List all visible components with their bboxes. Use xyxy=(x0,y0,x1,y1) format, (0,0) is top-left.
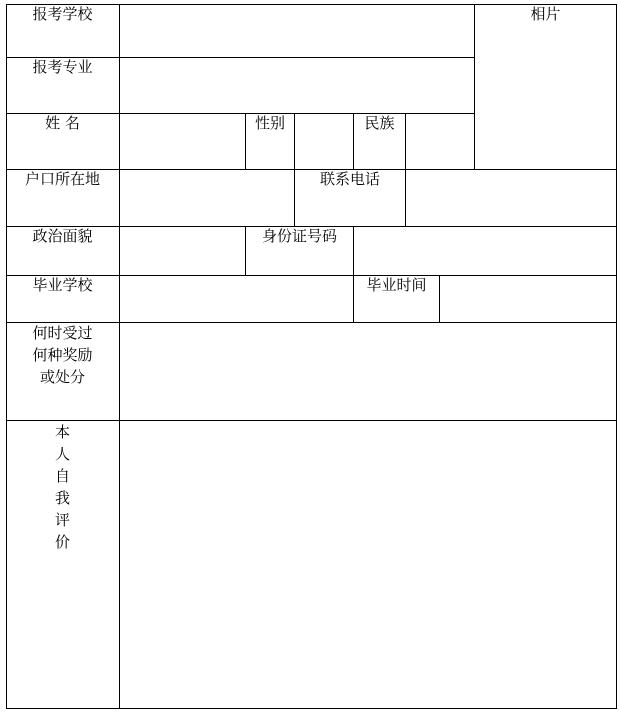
label-political: 政治面貌 xyxy=(32,227,93,245)
label-major: 报考专业 xyxy=(32,58,93,76)
label-gender: 性别 xyxy=(254,114,285,132)
label-ethnicity: 民族 xyxy=(364,114,395,132)
rule-gradtime-right xyxy=(439,275,440,322)
rule-ethnicity-right xyxy=(405,113,406,226)
label-self-eval-4: 我 xyxy=(54,489,70,507)
label-phone: 联系电话 xyxy=(319,170,380,188)
label-self-eval-5: 评 xyxy=(54,511,70,529)
name-value[interactable] xyxy=(121,115,244,168)
id-number-value[interactable] xyxy=(355,228,615,274)
label-self-eval-1: 本 xyxy=(54,423,70,441)
label-self-eval-3: 自 xyxy=(54,467,70,485)
label-awards-line3: 或处分 xyxy=(39,368,85,386)
border-bottom xyxy=(6,708,617,709)
label-photo: 相片 xyxy=(530,5,561,23)
label-grad-time: 毕业时间 xyxy=(366,276,427,294)
grad-time-value[interactable] xyxy=(441,277,615,321)
label-awards-line2: 何种奖励 xyxy=(32,346,93,364)
grad-school-value[interactable] xyxy=(121,277,352,321)
school-value[interactable] xyxy=(121,6,473,56)
label-awards-line1: 何时受过 xyxy=(32,324,93,342)
label-id-number: 身份证号码 xyxy=(261,227,337,245)
self-evaluation-value[interactable] xyxy=(121,422,615,707)
label-self-eval-6: 价 xyxy=(54,533,70,551)
photo-box[interactable] xyxy=(476,28,615,168)
label-grad-school: 毕业学校 xyxy=(32,276,93,294)
label-residence: 户口所在地 xyxy=(24,170,100,188)
label-self-eval-2: 人 xyxy=(54,445,70,463)
label-name: 姓 名 xyxy=(45,114,80,132)
label-school: 报考学校 xyxy=(32,5,93,23)
political-value[interactable] xyxy=(121,228,244,274)
rule-label-column xyxy=(119,4,120,709)
major-value[interactable] xyxy=(121,59,473,112)
ethnicity-value[interactable] xyxy=(407,115,473,168)
rule-photo-left xyxy=(474,4,475,170)
phone-value[interactable] xyxy=(407,171,615,225)
awards-value[interactable] xyxy=(121,324,615,419)
border-right xyxy=(616,4,617,709)
residence-value[interactable] xyxy=(121,171,293,225)
gender-value[interactable] xyxy=(296,115,352,168)
